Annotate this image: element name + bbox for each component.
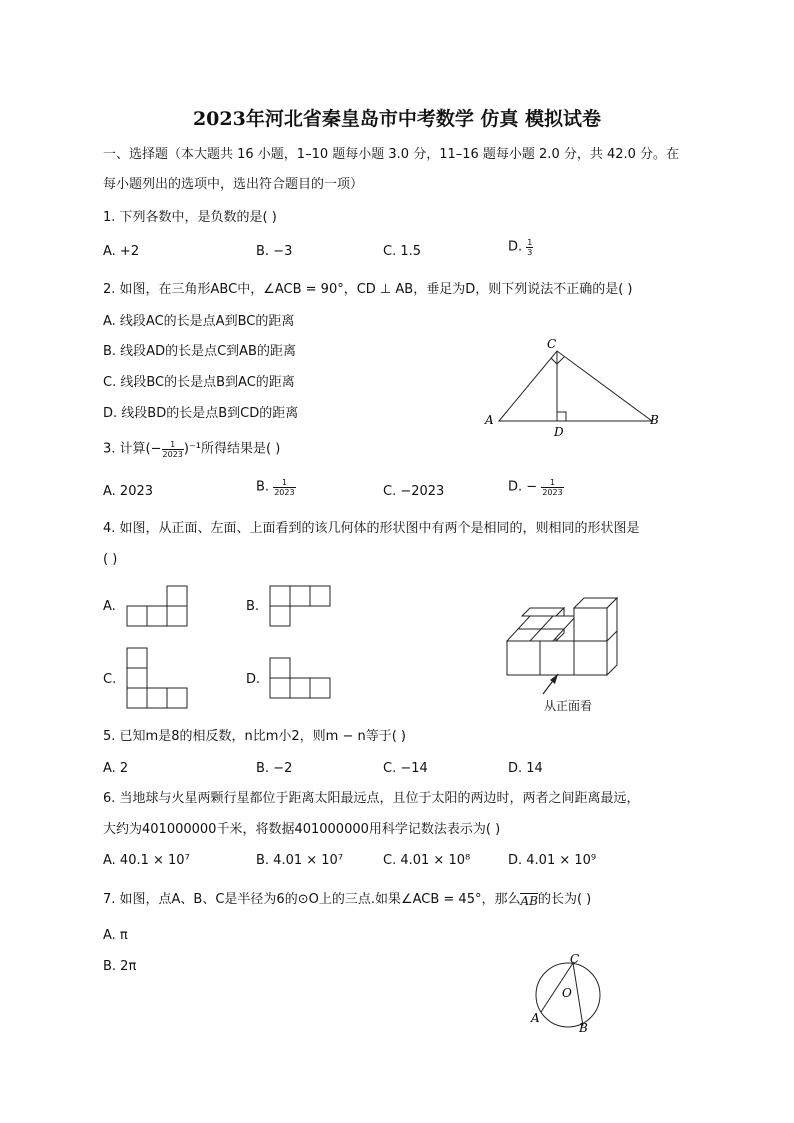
q1-option-b: B. −3 [256, 244, 293, 259]
q4-option-a-shape [126, 585, 190, 627]
q6-option-d: D. 4.01 × 10⁹ [508, 853, 597, 868]
q3-option-a: A. 2023 [103, 484, 154, 499]
q6-stem-line2: 大约为401000000千米，将数据401000000用科学记数法表示为( ) [103, 822, 501, 837]
q4-stem-line1: 4. 如图，从正面、左面、上面看到的该几何体的形状图中有两个是相同的，则相同的形状图是 [103, 521, 640, 536]
q1-option-a: A. +2 [103, 244, 140, 259]
page-title: 2023年河北省秦皇岛市中考数学 仿真 模拟试卷 [192, 108, 602, 130]
section-heading-line2: 每小题列出的选项中，选出符合题目的一项） [103, 177, 364, 192]
q2-triangle-figure [480, 335, 670, 445]
q2-label-c: C [547, 337, 557, 351]
q1-stem: 1. 下列各数中，是负数的是( ) [103, 210, 277, 225]
q4-option-d-shape [269, 657, 333, 699]
q7-label-o: O [562, 986, 572, 1000]
q4-stem-line2: ( ) [103, 552, 118, 567]
q4-option-c-shape [126, 647, 190, 709]
q6-stem-line1: 6. 当地球与火星两颗行星都位于距离太阳最远点，且位于太阳的两边时，两者之间距离最远， [103, 791, 640, 806]
q2-label-a: A [485, 413, 494, 427]
q2-option-b: B. 线段AD的长是点C到AB的距离 [103, 344, 296, 359]
q2-stem: 2. 如图，在三角形ABC中，∠ACB = 90°，CD ⊥ AB，垂足为D，则下列说法不正确的是( ) [103, 282, 633, 297]
q3-option-d: D. − $\frac{1}{2023}$ [508, 478, 563, 497]
q7-circle-figure [525, 950, 615, 1040]
q3-option-b: B. $\frac{1}{2023}$ [256, 478, 295, 497]
q3-stem: 3. 计算(− $\frac{1}{2023}$ )⁻¹所得结果是( ) [103, 440, 281, 459]
q4-option-d-label: D. [246, 672, 261, 687]
q1-option-c: C. 1.5 [383, 244, 422, 259]
q7-option-a: A. π [103, 928, 128, 943]
q7-option-b: B. 2π [103, 959, 137, 974]
q6-option-b: B. 4.01 × 10⁷ [256, 853, 344, 868]
q4-option-c-label: C. [103, 672, 117, 687]
q5-option-b: B. −2 [256, 761, 293, 776]
q6-option-a: A. 40.1 × 10⁷ [103, 853, 190, 868]
q5-stem: 5. 已知m是8的相反数，n比m小2，则m − n等于( ) [103, 729, 406, 744]
q7-label-b: B [579, 1021, 588, 1035]
q6-option-c: C. 4.01 × 10⁸ [383, 853, 471, 868]
q7-arc-ab: AB [520, 894, 538, 908]
q7-stem: 7. 如图，点A、B、C是半径为6的⊙O上的三点.如果∠ACB = 45°，那么AB的长为( ) [103, 892, 592, 908]
q4-caption: 从正面看 [544, 699, 593, 713]
q2-option-c: C. 线段BC的长是点B到AC的距离 [103, 375, 295, 390]
q4-option-a-label: A. [103, 599, 116, 614]
q5-option-a: A. 2 [103, 761, 129, 776]
q1-option-d: D. $\frac{1}{3}$ [508, 238, 533, 257]
q7-label-c: C [570, 952, 580, 966]
q4-option-b-shape [269, 585, 333, 627]
q2-option-a: A. 线段AC的长是点A到BC的距离 [103, 314, 295, 329]
q2-label-b: B [650, 413, 659, 427]
section-heading-line1: 一、选择题（本大题共 16 小题，1–10 题每小题 3.0 分，11–16 题每小题 2.0 分，共 42.0 分。在 [103, 147, 680, 162]
q4-solid-figure [500, 596, 625, 706]
q5-option-d: D. 14 [508, 761, 543, 776]
q4-option-b-label: B. [246, 599, 260, 614]
q2-option-d: D. 线段BD的长是点B到CD的距离 [103, 406, 299, 421]
q2-label-d: D [554, 425, 564, 439]
q3-option-c: C. −2023 [383, 484, 445, 499]
q5-option-c: C. −14 [383, 761, 428, 776]
q7-label-a: A [531, 1011, 540, 1025]
